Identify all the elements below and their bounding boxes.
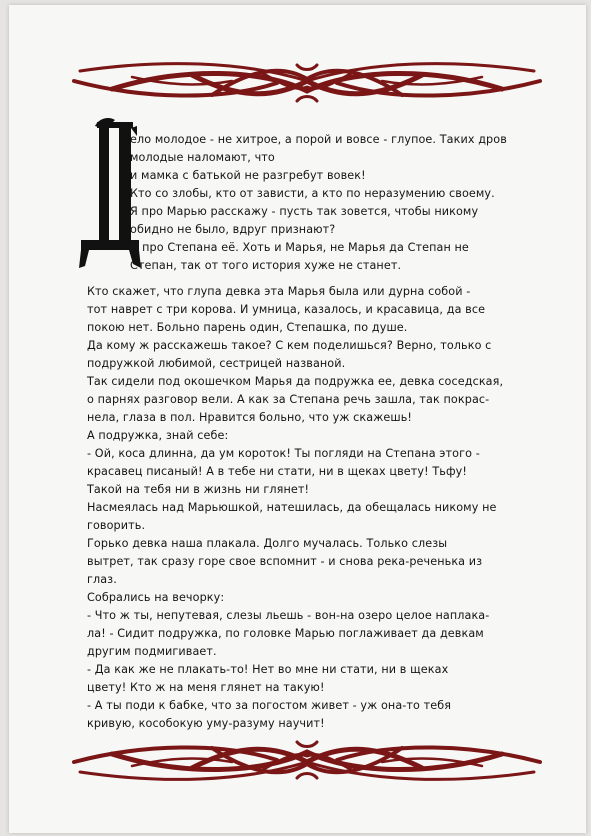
text-line: цвету! Кто ж на меня глянет на такую! [87,681,325,694]
text-line: подружкой любимой, сестрицей названой. [87,357,346,370]
text-line: Да кому ж расскажешь такое? С кем поделишься? Верно, только с [87,339,492,352]
text-line: и мамка с батькой не разгребут вовек! [130,169,366,182]
story-body [87,283,503,733]
text-line: тот наврет с три корова. И умница, казалось, и красавица, да все [87,303,486,316]
text-line: Кто со злобы, кто от зависти, а кто по неразумению своему. [130,187,495,200]
text-line: Собрались на вечорку: [87,591,225,604]
text-line: вытрет, так сразу горе свое вспомнит - и снова река-реченька из [87,555,483,568]
text-line: молодые наломают, что [130,151,275,164]
text-line: обидно не было, вдруг признают? [130,223,336,236]
text-line: покою нет. Больно парень один, Степашка, по душе. [87,321,408,334]
page [9,5,586,833]
text-line: о парнях разговор вели. А как за Степана речь зашла, так покрас- [87,393,490,406]
text-line: - Ой, коса длинна, да ум короток! Ты погляди на Степана этого - [87,447,480,460]
intro-paragraph [130,131,507,275]
text-line: кривую, кособокую уму-разуму научит! [87,717,325,730]
text-line: Я про Марью расскажу - пусть так зовется, чтобы никому [130,205,479,218]
text-line: ело молодое - не хитрое, а порой и вовсе - глупое. Таких дров [130,133,507,146]
text-line: говорить. [87,519,146,532]
text-line: нела, глаза в пол. Нравится больно, что уж скажешь! [87,411,413,424]
text-line: глаз. [87,573,117,586]
text-line: Кто скажет, что глупа девка эта Марья была или дурна собой - [87,285,471,298]
text-line: Так сидели под окошечком Марья да подружка ее, девка соседская, [87,375,504,388]
text-line: Насмеялась над Марьюшкой, натешилась, да обещалась никому не [87,501,497,514]
bottom-ornament-border [72,738,542,782]
text-line: - Что ж ты, непутевая, слезы льешь - вон-на озеро целое наплака- [87,609,490,622]
text-line: Такой на тебя ни в жизнь ни глянет! [87,483,310,496]
text-line: И про Степана её. Хоть и Марья, не Марья да Степан не [130,241,469,254]
text-line: А подружка, знай себе: [87,429,229,442]
text-line: ла! - Сидит подружка, по головке Марью поглаживает да девкам [87,627,484,640]
text-line: Степан, так от того история хуже не станет. [130,259,402,272]
text-line: другим подмигивает. [87,645,217,658]
text-line: - А ты поди к бабке, что за погостом живет - уж она-то тебя [87,699,452,712]
top-ornament-border [72,61,542,105]
text-line: - Да как же не плакать-то! Нет во мне ни стати, ни в щеках [87,663,449,676]
text-line: Горько девка наша плакала. Долго мучалась. Только слезы [87,537,448,550]
text-line: красавец писаный! А в тебе ни стати, ни в щеках цвету! Тьфу! [87,465,467,478]
